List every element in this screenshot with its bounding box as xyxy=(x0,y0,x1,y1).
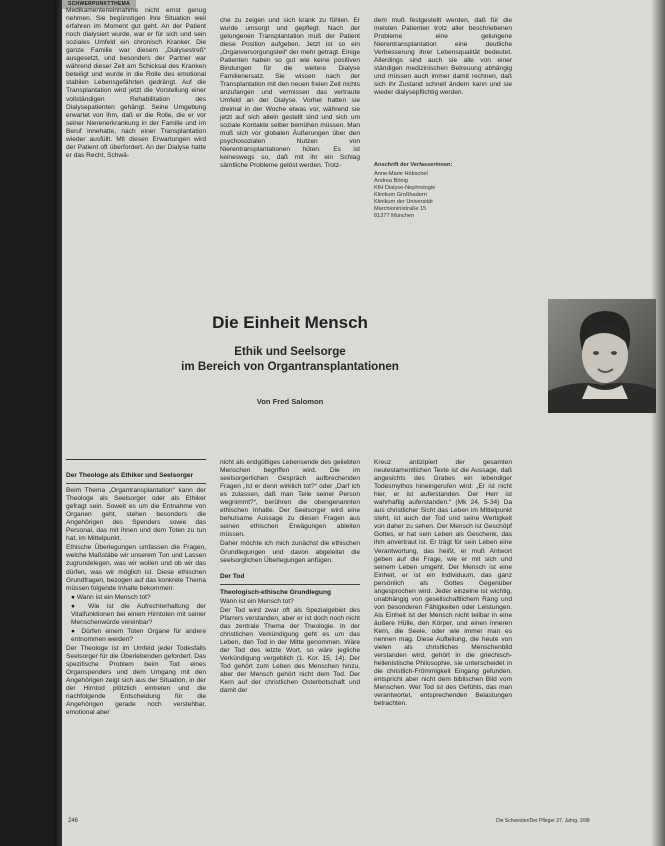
paragraph: nicht als endgültiges Lebensende des geliebten Menschen begriffen wird. Die im seelsorgerlichen Gespräch aufbrechenden Fragen „Ist er denn wirklich tot?“ oder „Darf ich es zulassen, daß man Teile seiner Person wegnimmt?“, berühren die obengenannten ethischen Inhalte. Der Seelsorger wird eine behutsame Aussage zu diesen Fragen aus seinen ethischen Erwägungen ableiten müssen. xyxy=(220,459,360,539)
top-column-2-text: che zu zeigen und sich krank zu fühlen. Er wurde umsorgt und gepflegt. Nach der gelungenen Transplantation muß der Patient diese Position aufgeben. Jetzt ist so ein „Organversorgungsteil“ der mehr getragt. Einige Patienten haben so gut wie keine positiven Bindungen für die weitere Dialyse Familienersatz. Sie wissen nach der Transplantation mit den neuen freien Zeit nichts anzufangen und vermissen das vertraute Umfeld an der Dialyse. Vorher hatten sie dreimal in der Woche etwas vor, während sie jetzt auf sich allein gestellt sind und sich um soziale Kontakte selber bemühen müssen. Man muß sich vor globalen Äußerungen über den psychosozialen Nutzen von Nierentransplantationen hüten. Es ist keineswegs so, daß mit ihr ein Schlag sämtliche Probleme gelöst werden. Trotz- xyxy=(220,17,361,169)
subtitle-line-2: im Bereich von Organtransplantationen xyxy=(181,360,399,373)
column-divider xyxy=(66,459,206,460)
section-heading: Der Theologe als Ethiker und Seelsorger xyxy=(66,472,206,484)
address-line: Marchioninistraße 15 xyxy=(374,206,427,212)
bullet-item: ● Wann ist ein Mensch tot? xyxy=(71,593,151,601)
section-heading: Der Tod xyxy=(220,573,360,585)
top-column-3 xyxy=(374,17,512,98)
address-line: 81377 München xyxy=(374,213,415,219)
bullet-item: ● Dürfen einem Toten Organe für andere entnommen werden? xyxy=(71,627,206,643)
bullet-item: ● Wie ist die Aufrechterhaltung der Vitalfunktionen bei einem Hirntoten mit seiner Menschenwürde vereinbar? xyxy=(71,602,206,626)
address-line: Andrea Bönig xyxy=(374,178,408,184)
top-column-2 xyxy=(220,17,360,171)
bullet-text: Wann ist ein Mensch tot? xyxy=(76,593,151,601)
top-column-3-text: dem muß festgestellt werden, daß für die meisten Patienten trotz aller beschriebenen Probleme eine gelungene Nierentransplantation eine deutliche Verbesserung ihrer Lebensqualität bedeutet. Allerdings sind auch sie alle von einer ständigen medizinischen Betreuung abhängig und müssen auch immer damit rechnen, daß sich ihr Zustand schnell ändern kann und sie wieder dialysepflichtig werden. xyxy=(374,17,512,97)
subtitle-line-1: Ethik und Seelsorge xyxy=(234,345,346,358)
address-line: Anne-Marie Hübschel xyxy=(374,171,428,177)
paragraph: Beim Thema „Organtransplantation“ kann der Theologe als Seelsorger oder als Ethiker gefragt sein. Soweit es um die Entnahme von Organen geht, stehen besonders die Angehörigen des Spenders sowie das Personal, das mit ihnen und dem Toten zu tun hat, im Mittelpunkt. xyxy=(66,487,206,543)
author-photo xyxy=(548,299,656,413)
address-line: Klinikum der Universität xyxy=(374,199,433,205)
bottom-column-3 xyxy=(374,459,512,709)
paragraph: Der Tod wird zwar oft als Spezialgebiet des Pfarrers verstanden, aber er ist doch noch nicht das zentrale Thema der Theologie. In der christlichen Verkündigung geht es um das Leben, den Tod in der Mitte genommen. Wäre der Tod des letzte Wort, so wäre jegliche Verkündigung vergeblich (1. Kor. 15, 14). Der Tod gehört zum Leben des Menschen hinzu, aber der Mensch gehört nicht dem Tod. Der Kern auf der christlichen Osterbotschaft und damit der xyxy=(220,606,360,695)
paragraph: Daher möchte ich mich zunächst die ethischen Grundlegungen und davon abgeleitet die seelsorglichen Überlegungen anfügen. xyxy=(220,540,360,564)
bullet-text: Wie ist die Aufrechterhaltung der Vitalfunktionen bei einem Hirntoten mit seiner Menschenwürde vereinbar? xyxy=(71,602,206,626)
subsection-heading: Theologisch-ethische Grundlegung xyxy=(220,588,331,596)
page-number: 246 xyxy=(68,818,79,824)
article-subtitle xyxy=(110,344,470,374)
bullet-text: Dürfen einem Toten Organe für andere entnommen werden? xyxy=(71,627,206,643)
paragraph: Wann ist ein Mensch tot? xyxy=(220,597,294,605)
portrait-image xyxy=(548,299,656,413)
paragraph: Ethische Überlegungen umfassen die Fragen, welche Maßstäbe wir unserem Tun und Lassen zugrundelegen, was wir wollen und ob wir das dürfen, was wir möglich ist. Diese ethischen Grundfragen, bezogen auf das konkrete Thema müssen folgende Inhalte bekommen: xyxy=(66,544,206,592)
paragraph: Der Theologe ist im Umfeld jeder Todesfalls Seelsorger für die Überlebenden gefordert. Das spezifische Problem beim Tod eines Organspenders und dem Umgang mit den Angehörigen zeigt sich aus der Situation, in der der Hirntod plötzlich eintreten und die nachfolgende Entscheidung für die Angehörigen gerade noch verstehbar, emotional aber xyxy=(66,644,206,717)
article-author: Von Fred Salomon xyxy=(256,397,324,406)
article-title: Die Einheit Mensch xyxy=(212,313,368,332)
address-line: Klinikum Großhadern xyxy=(374,192,427,198)
bottom-column-2 xyxy=(220,459,360,696)
section-tag: SCHWERPUNKTTHEMA xyxy=(62,0,136,9)
bottom-column-1 xyxy=(66,472,206,718)
address-line: KfH Dialyse-Nephrologie xyxy=(374,185,436,191)
paragraph: Kreuz antizipiert der gesamten neutestamentlichen Texte ist die Aussage, daß angesichts des Grabes ein lebendiger Todesmythos hineingerufen wird: „Er ist nicht hier, er ist auferstanden. Der Herr ist wahrhaftig auferstanden.“ (Mk 24, 5-34) Da aus christlicher Sicht das Leben im Mittelpunkt steht, ist auch der Tod und seine Wertigkeit von daher zu sehen. Der Mensch ist Geschöpf Gottes, er hat sein Leben als Geschenk, das ihm anvertraut ist. Er trägt für sein Leben eine Verantwortung, das heißt, er muß Antwort geben auf die Frage, wie er mit sich und seinem Leben umgeht. Der Mensch ist eine Einheit, er ist ein Individuum, das ganz persönlich als Gottes Gegenüber angesprochen wird. Jeder einzelne ist wichtig, unabhängig von gesellschaftlichem Rang und von besonderen Fähigkeiten oder Leistungen. Als Einheit ist der Mensch nicht teilbar in eine äußere Hülle, den Körper, und einen inneren Kern, die Seele, oder wie immer man es nennen mag. Diese Aufteilung, die heute von vielen als christliches Menschenbild verstanden wird, gehört in die griechisch-hellenistische Philosophie, sie unterscheidet in die christlich-Frömmigkeit Eingang gefunden, entspricht aber nicht dem biblischen Bild vom Menschen. Wer Tod ist des Gefühls, das man verantwortet, entsprechenden Belastungen betrachten. xyxy=(374,459,512,708)
author-address xyxy=(374,162,514,220)
top-column-1-text: Medikamenteneinnahme nicht ernst genug nehmen. Sie begünstigen ihre Situation weil erfahren im Moment gut geht. An der Patient noch dialysiert wurde, war er für sich und sein soziales Umfeld ein chronisch Kranker. Die ganze Familie war diesem „Dialysestreß“ ausgesetzt, und besonders der Partner war während dieser Zeit am Schicksal des Kranken beteiligt und wurde in die Rolle des emotional stabilen Lebensgefährten gedrängt. Auf die Transplantation wird jetzt die Vorstellung einer vollständigen Rehabilitation des Dialysepatienten gehängt. Seine Umgebung erwartet von ihm, daß er die Rolle, die er vor seiner Nierenerkrankung in der Familie und im Beruf innehatte, nach einer Transplantation wieder ausfüllt. Mit diesen Erwartungen wird der Patient oft überfordert. An der Dialyse hatte er das Recht, Schwä- xyxy=(66,7,206,159)
top-column-1 xyxy=(66,7,206,161)
address-heading: Anschrift der Verfasserinnen: xyxy=(374,162,453,168)
journal-footer: Die Schwester/Der Pfleger 37. Jahrg. 3/98 xyxy=(496,818,590,824)
